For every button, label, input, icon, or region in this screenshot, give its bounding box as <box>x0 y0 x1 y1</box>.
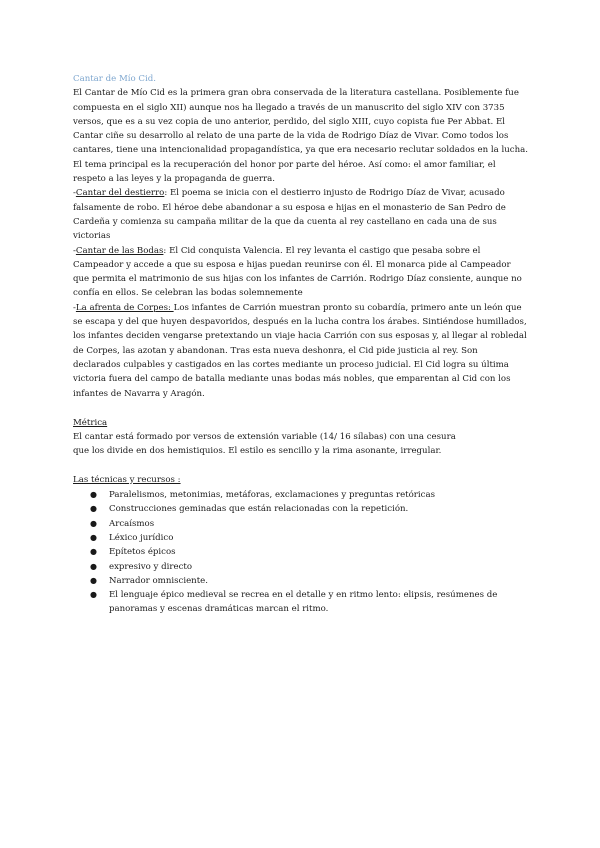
document-page <box>73 72 528 617</box>
bullet-dot-icon: ● <box>90 575 97 585</box>
bullet-dot-icon: ● <box>90 532 97 542</box>
section-afrenta-corpes <box>73 301 528 401</box>
section-cantar-bodas <box>73 244 528 301</box>
section-cantar-destierro <box>73 186 528 243</box>
section-separator: : <box>164 188 170 199</box>
list-item <box>73 488 528 502</box>
section-separator: : <box>163 245 170 256</box>
intro-paragraph: El Cantar de Mío Cid es la primera gran obra conservada de la literatura castellana. Posiblemente fue compuesta en el siglo XII) aunque nos ha llegado a través de un manuscrito del siglo XIV con 3735 versos, que es a su vez copia de uno anterior, perdido, del siglo XIII, cuyo copista fue Per Abbat. El Cantar ciñe su desarrollo al relato de una parte de la vida de Rodrigo Díaz de Vivar. Como todos los cantares, tiene una intencionalidad propagandística, ya que era necesario reclutar soldados en la lucha. El tema principal es la recuperación del honor por parte del héroe. Así como: el amor familiar, el respeto a las leyes y la propaganda de guerra. <box>73 88 528 185</box>
spacer <box>73 401 528 416</box>
section-text-destierro: El poema se inicia con el destierro injusto de Rodrigo Díaz de Vivar, acusado falsamente de robo. El héroe debe abandonar a su esposa e hijas en el monasterio de San Pedro de Cardeña y comienza su campaña militar de la que da cuenta al rey castellano en cada una de sus victorias <box>73 188 506 242</box>
document-title: Cantar de Mío Cid. <box>73 74 156 84</box>
list-item <box>73 560 528 574</box>
section-text-afrenta: Los infantes de Carrión muestran pronto su cobardía, primero ante un león que se escapa y del que huyen despavoridos, después en la lucha contra los árabes. Sintiéndose humillados, los infantes deciden vengarse pretextando un viaje hacia Carrión con sus esposas y, al llegar al robledal de Corpes, las azotan y abandonan. Tras esta nueva deshonra, el Cid pide justicia al rey. Son declarados culpables y castigados en las cortes mediante un proceso judicial. El Cid logra su última victoria fuera del campo de batalla mediante unas bodas más nobles, que emparentan al Cid con los infantes de Navarra y Aragón. <box>73 302 527 399</box>
section-dash: - <box>73 188 76 199</box>
list-item <box>73 574 528 588</box>
section-dash: - <box>73 302 76 313</box>
list-item <box>73 545 528 559</box>
list-item-text: Léxico jurídico <box>109 532 174 543</box>
list-item-text: expresivo y directo <box>109 561 193 572</box>
list-item-text: Construcciones geminadas que están relacionadas con la repetición. <box>109 504 409 515</box>
section-text-bodas: El Cid conquista Valencia. El rey levanta el castigo que pesaba sobre el Campeador y accede a que su esposa e hijas puedan reunirse con él. El monarca pide al Campeador que permita el matrimonio de sus hijas con los infantes de Carrión. Rodrigo Díaz consiente, aunque no confía en ellos. Se celebran las bodas solemnemente <box>73 245 522 299</box>
list-item-text: Narrador omnisciente. <box>109 575 208 586</box>
list-item <box>73 517 528 531</box>
tecnicas-heading: Las técnicas y recursos : <box>73 474 181 485</box>
list-item-text: El lenguaje épico medieval se recrea en el detalle y en ritmo lento: elipsis, resúmenes de panoramas y escenas dramáticas marcan el ritmo. <box>109 590 498 615</box>
section-heading-afrenta: La afrenta de Corpes: <box>75 302 174 313</box>
section-dash: - <box>73 245 76 256</box>
bullet-dot-icon: ● <box>90 490 97 500</box>
section-heading-bodas: Cantar de las Bodas <box>75 245 164 256</box>
section-heading-destierro: Cantar del destierro <box>75 188 165 199</box>
list-item-text: Arcaísmos <box>109 518 155 529</box>
list-item <box>73 531 528 545</box>
list-item-text: Epítetos épicos <box>109 547 176 558</box>
metrica-heading: Métrica <box>73 417 108 428</box>
list-item <box>73 588 528 617</box>
metrica-line-1: El cantar está formado por versos de extensión variable (14/ 16 sílabas) con una cesura <box>73 432 456 443</box>
bullet-dot-icon: ● <box>90 590 97 600</box>
list-item <box>73 502 528 516</box>
spacer <box>73 459 528 473</box>
bullet-dot-icon: ● <box>90 547 97 557</box>
bullet-dot-icon: ● <box>90 518 97 528</box>
bullet-dot-icon: ● <box>90 504 97 514</box>
list-item-text: Paralelismos, metonimias, metáforas, exclamaciones y preguntas retóricas <box>109 490 435 501</box>
bullet-dot-icon: ● <box>90 561 97 571</box>
tecnicas-list <box>73 488 528 617</box>
metrica-line-2: que los divide en dos hemistiquios. El estilo es sencillo y la rima asonante, irregular. <box>73 446 442 457</box>
